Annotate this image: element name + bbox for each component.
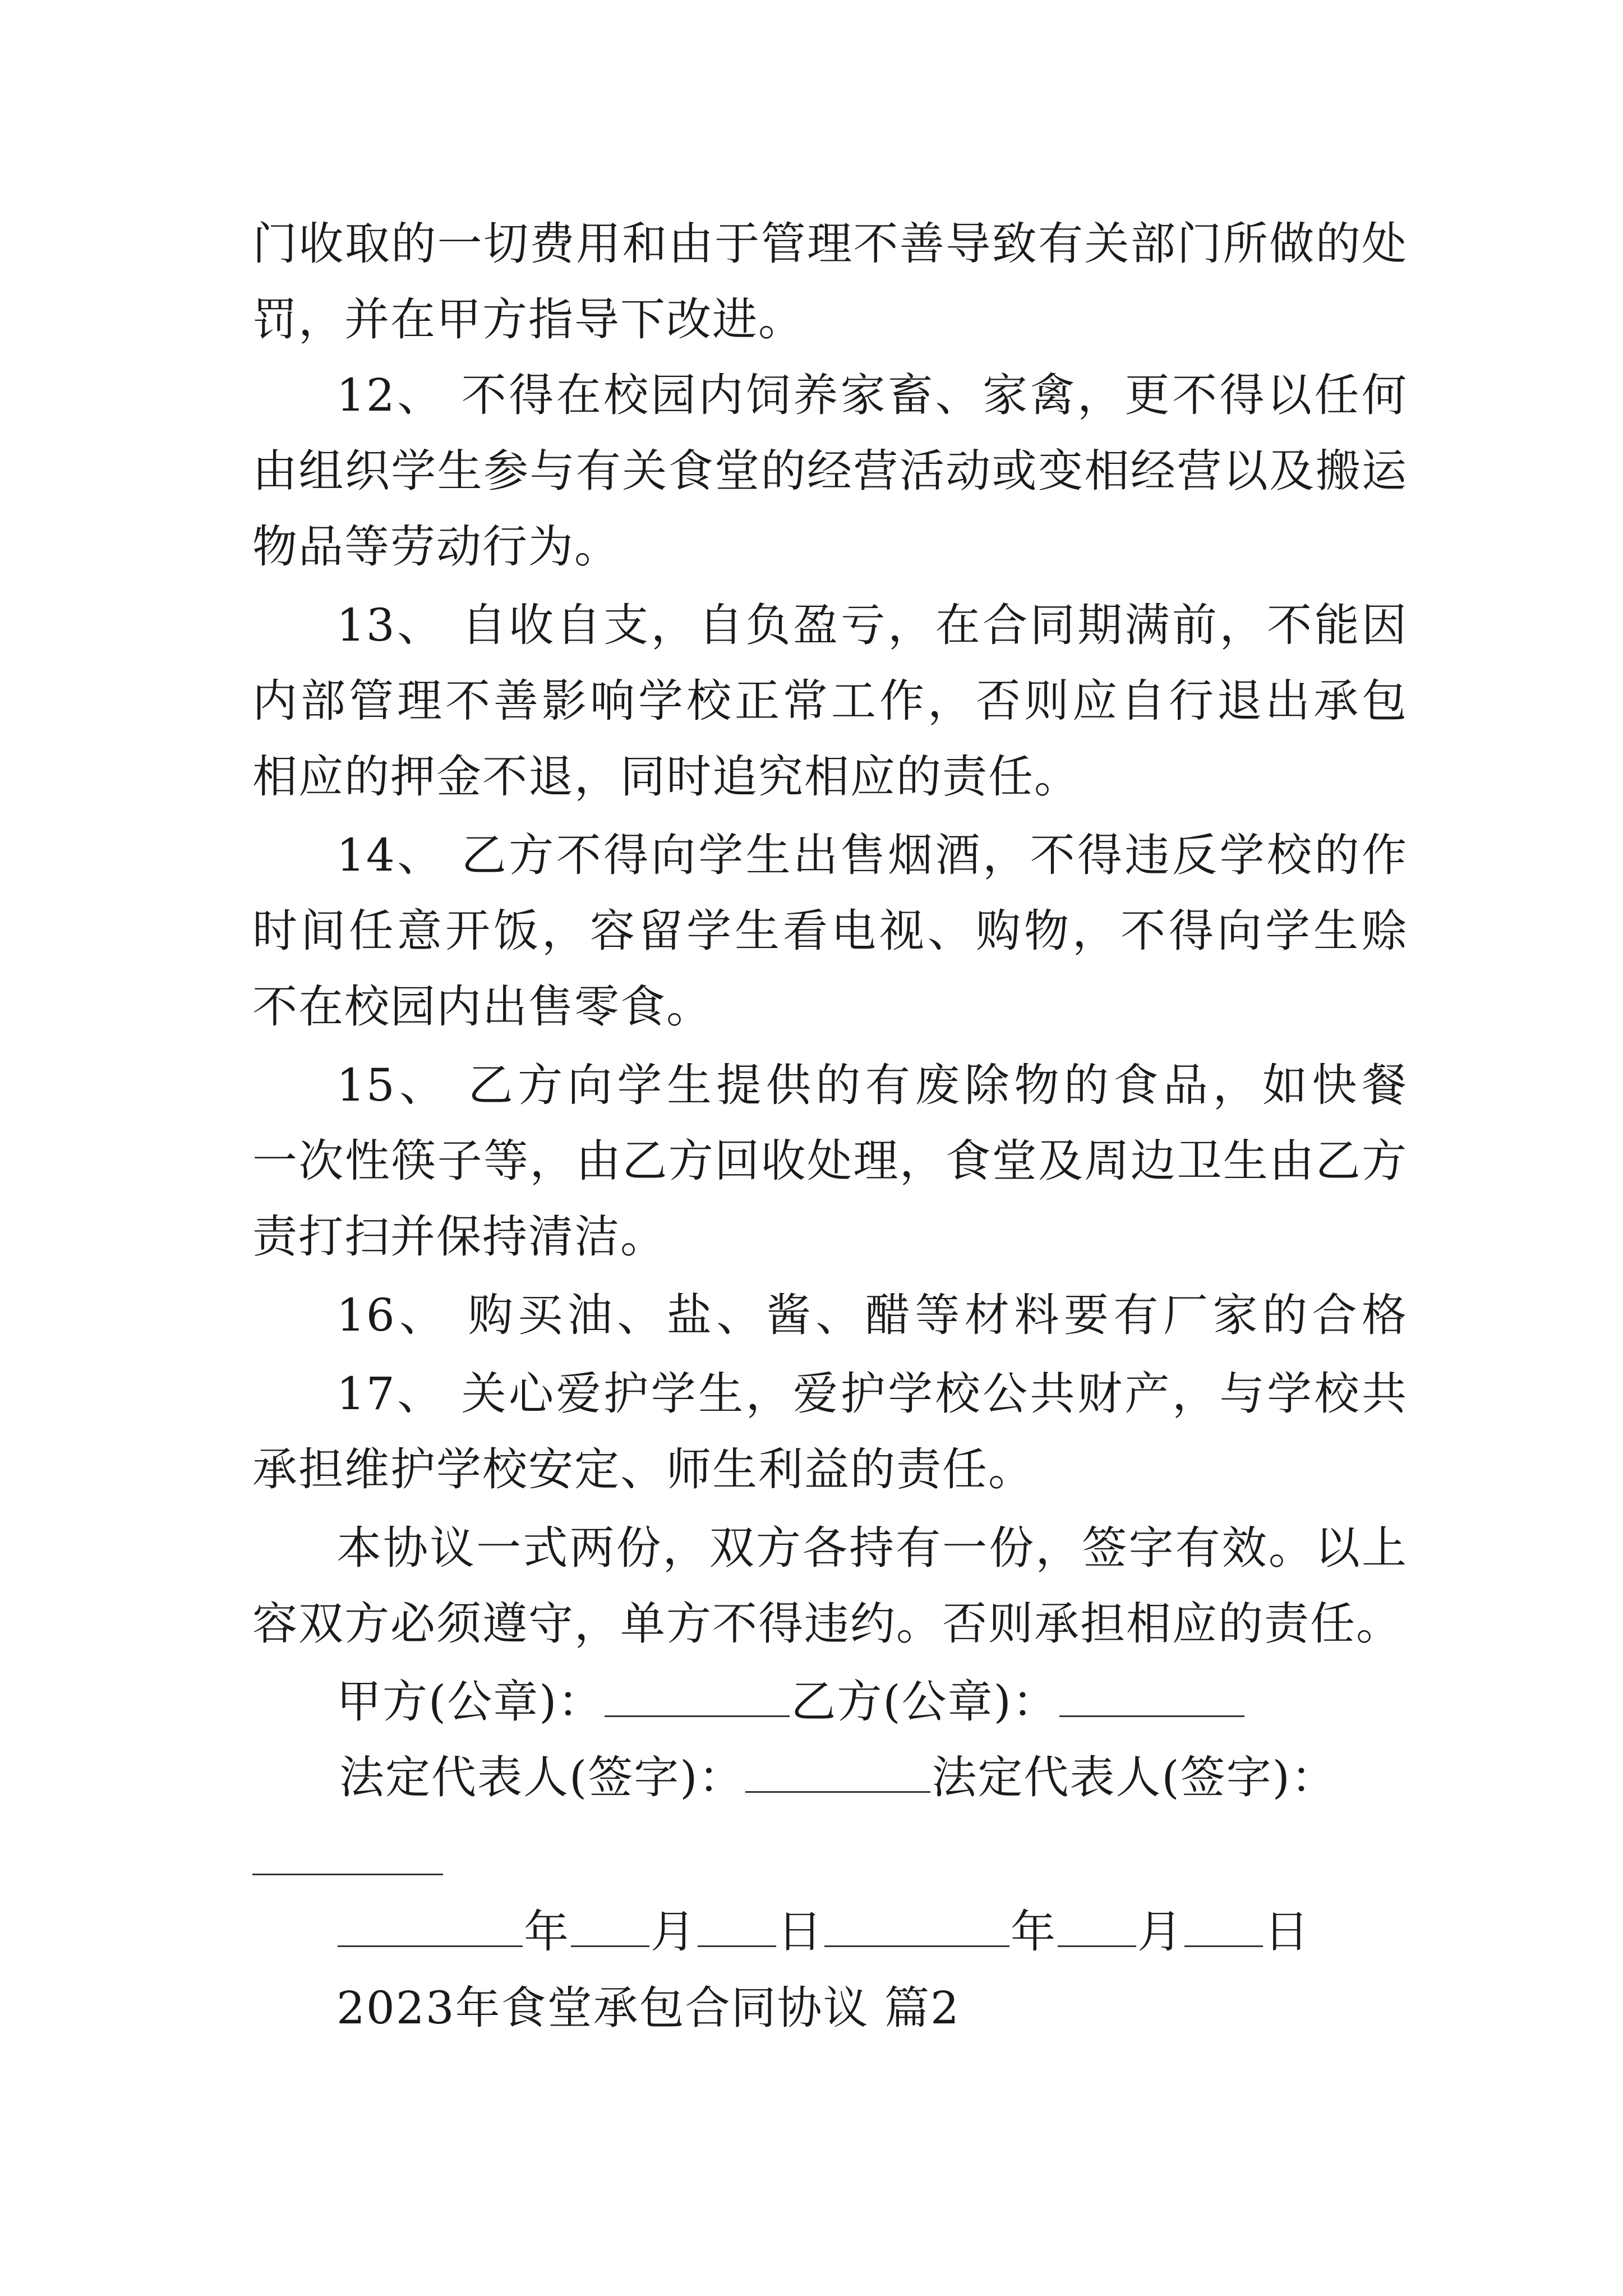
rep-a-blank[interactable] — [745, 1747, 930, 1793]
month-a-blank[interactable] — [571, 1902, 649, 1947]
day-b-label: 日 — [1264, 1906, 1310, 1958]
month-b-label: 月 — [1137, 1906, 1183, 1958]
clause-17-line: 17、 关心爱护学生，爱护学校公共财产，与学校共 — [336, 1368, 1408, 1420]
paragraph-line: 容双方必须遵守，单方不得违约。否则承担相应的责任。 — [252, 1598, 1402, 1650]
date-row — [336, 1902, 1492, 1960]
party-a-seal-blank[interactable] — [605, 1672, 790, 1717]
paragraph-line: 门收取的一切费用和由于管理不善导致有关部门所做的处 — [252, 218, 1408, 270]
representative-row — [339, 1747, 1495, 1806]
month-b-blank[interactable] — [1058, 1902, 1136, 1947]
party-b-seal-blank[interactable] — [1059, 1672, 1244, 1717]
year-b-label: 年 — [1011, 1906, 1057, 1958]
paragraph-line: 承担维护学校安定、师生利益的责任。 — [252, 1443, 1034, 1496]
year-b-blank[interactable] — [824, 1902, 1009, 1947]
year-a-label: 年 — [524, 1906, 570, 1958]
clause-14-line: 14、 乙方不得向学生出售烟酒，不得违反学校的作 — [336, 829, 1408, 881]
paragraph-line: 责打扫并保持清洁。 — [252, 1211, 666, 1263]
paragraph-line: 时间任意开饭，容留学生看电视、购物，不得向学生赊 — [252, 905, 1408, 957]
paragraph-line: 内部管理不善影响学校正常工作，否则应自行退出承包 — [252, 675, 1408, 727]
paragraph-line: 不在校园内出售零食。 — [252, 981, 712, 1033]
paragraph-line: 物品等劳动行为。 — [252, 521, 620, 573]
next-section-heading: 2023年食堂承包合同协议 篇2 — [336, 1982, 960, 2034]
clause-15-line: 15、 乙方向学生提供的有废除物的食品，如快餐 — [336, 1059, 1408, 1111]
paragraph-line: 一次性筷子等，由乙方回收处理，食堂及周边卫生由乙方 — [252, 1135, 1408, 1187]
paragraph-line: 由组织学生参与有关食堂的经营活动或变相经营以及搬运 — [252, 445, 1408, 497]
day-b-blank[interactable] — [1184, 1902, 1263, 1947]
day-a-blank[interactable] — [698, 1902, 776, 1947]
agreement-line: 本协议一式两份，双方各持有一份，签字有效。以上 — [336, 1522, 1408, 1574]
party-a-seal-label: 甲方(公章)： — [336, 1676, 604, 1728]
paragraph-line: 相应的押金不退，同时追究相应的责任。 — [252, 751, 1080, 803]
day-a-label: 日 — [777, 1906, 823, 1958]
rep-b-blank[interactable] — [252, 1874, 443, 1875]
rep-b-label: 法定代表人(签字)： — [932, 1751, 1337, 1803]
clause-16-line: 16、 购买油、盐、酱、醋等材料要有厂家的合格 — [336, 1289, 1408, 1341]
rep-a-label: 法定代表人(签字)： — [339, 1751, 745, 1803]
year-a-blank[interactable] — [338, 1902, 523, 1947]
clause-12-line: 12、 不得在校园内饲养家畜、家禽，更不得以任何 — [336, 369, 1408, 421]
paragraph-line: 罚，并在甲方指导下改进。 — [252, 293, 804, 346]
party-b-seal-label: 乙方(公章)： — [791, 1676, 1058, 1728]
month-a-label: 月 — [651, 1906, 697, 1958]
seal-row — [336, 1672, 1492, 1730]
clause-13-line: 13、 自收自支，自负盈亏，在合同期满前，不能因 — [336, 599, 1408, 651]
